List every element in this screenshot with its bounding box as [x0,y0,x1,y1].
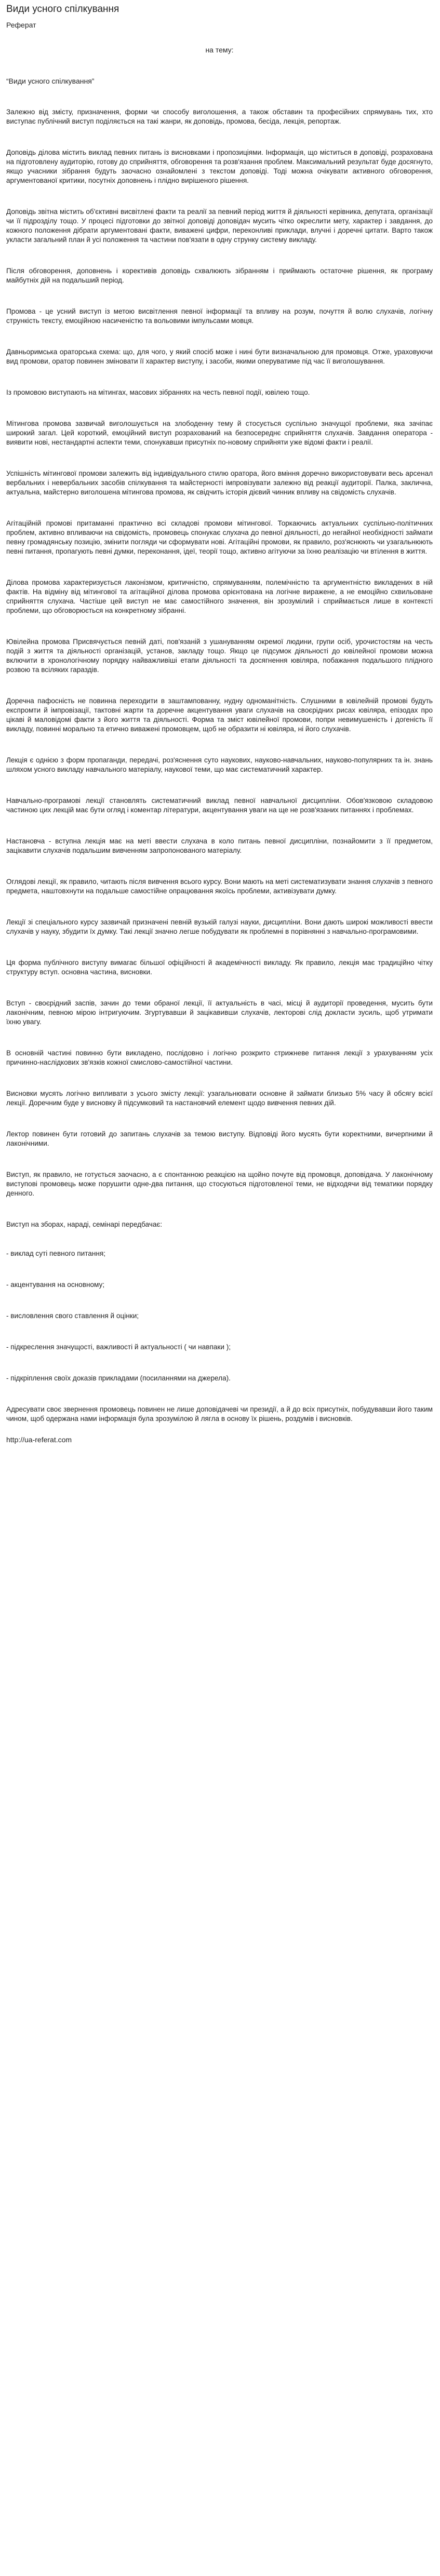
list-intro: Виступ на зборах, нараді, семінарі передбачає: [6,1220,163,1228]
paragraph: Доповідь звітна містить об'єктивні висвітлені факти та реалії за певний період життя й діяльності керівника, депутата, організації чи її підрозділу тощо. У процесі підготовки до звітної доповіді доповідач мусить чітко окреслити мету, характер і завдання, до кожного положення дібрати аргументовані факти, виважені цифри, переконливі приклади, влучні і доречні цитати. Варто також укласти загальний план й усі положення та частини пов'язати в одну струнку систему викладу. [6,208,433,244]
paragraph: Після обговорення, доповнень і корективів доповідь схвалюють зібранням і приймають остаточне рішення, як програму майбутніх дій на подальший період. [6,267,433,284]
paragraph: Оглядові лекції, як правило, читають після вивчення всього курсу. Вони мають на меті систематизувати знання слухачів з певного предмета, наштовхнути на подальше самостійне опрацювання якоїсь проблеми, активізувати думку. [6,878,433,895]
topic-label: на тему: [205,46,234,54]
paragraph: Лекція є однією з форм пропаганди, передачі, роз'яснення суто наукових, науково-навчальних, науково-популярних та ін. знань шляхом усного викладу навчального матеріалу, наукової теми, що має систематичний характер. [6,756,433,773]
list-item: - підкріплення своїх доказів прикладами (посиланнями на джерела). [6,1374,231,1382]
paragraph: Доповідь ділова містить виклад певних питань із висновками і пропозиціями. Інформація, що міститься в доповіді, розрахована на підготовлену аудиторію, готову до сприйняття, обговорення та розв'язання проблем. Максимальний результат буде досягнуто, якщо учасники зібрання будуть заочасно ознайомлені з текстом доповіді. Тоді можна очікувати активного обговорення, аргументованої критики, посутніх доповнень і плідно вирішеного рішення. [6,149,433,184]
paragraph: Ця форма публічного виступу вимагає більшої офіційності й академічності викладу. Як правило, лекція має традиційно чітку структуру вступ. основна частина, висновки. [6,959,433,976]
paragraph: Ювілейна промова Присвячується певній даті, пов'язаній з ушануванням окремої людини, групи осіб, урочистостям на честь подій з життя та діяльності організацій, установ, закладу тощо. Якщо це підсумок діяльності до ювілейної промови можна включити в хронологічному порядку найважливіші етапи діяльності та досягнення ювіляра, побажання подальшого плідного розвою та всіляких гараздів. [6,638,433,674]
list-item: - виклад суті певного питання; [6,1250,105,1257]
paragraph: Настановча - вступна лекція має на меті ввести слухача в коло питань певної дисципліни, познайомити з її предметом, зацікавити слухачів подальшим вивченням запропонованого матеріалу. [6,837,433,854]
paragraph: В основній частині повинно бути викладено, послідовно і логічно розкрито стрижневе питання лекції з урахуванням усіх причинно-наслідкових зв'язків кожної смислово-самостійної частини. [6,1049,433,1066]
paragraph: Давньоримська ораторська схема: що, для чого, у який спосіб може і нині бути визначальною для промовця. Отже, ураховуючи вид промови, оратор повинен зміновати її характер виступу, і засоби, якими оперуватиме під час її виголошування. [6,348,433,365]
page-title: Види усного спілкування [6,4,119,15]
paragraphs [6,108,433,1198]
paragraph: Висновки мусять логічно випливати з усього змісту лекції: узагальнювати основне й займати близько 5% часу й обсягу всієї лекції. Доречним буде у висновку й підсумковий та настановчий елемент щодо вивчення певних дій. [6,1090,433,1107]
paragraph: Виступ, як правило, не готується заочасно, а є спонтанною реакцією на щойно почуте від промовця, доповідача. У лаконічному виступові промовець може порушити одне-два питання, що стосуються підготовленої теми, не відходячи від тематики порядку денного. [6,1171,433,1197]
paragraph: Вступ - своєрідний заспів, зачин до теми обраної лекції, її актуальність в часі, місці й аудиторії проведення, мусить бути лаконічним, певною мірою інтригуючим. Згуртувавши й зацікавивши слухачів, лекторові слід докласти зусиль, щоб утримати їхню увагу. [6,999,433,1026]
paragraph: Агітаційній промові притаманні практично всі складові промови мітингової. Торкаючись актуальних суспільно-політичних проблем, активно впливаючи на свідомість, промовець спонукає слухача до певної діяльності, до негайної необхідності займати певну громадянську позицію, змінити погляди чи сформувати нові. Агітаційні промови, як правило, роз'яснюють чи узагальнюють певні питання, пропагують певні думки, переконання, ідеї, теорії тощо, активно агітуючи за їхню реалізацію чи втілення в життя. [6,519,433,555]
source-link[interactable]: http://ua-referat.com [6,1435,72,1444]
paragraph: Залежно від змісту, призначення, форми чи способу виголошення, а також обставин та професійних спрямувань тих, хто виступає публічний виступ поділяється на такі жанри, як доповідь, промова, бесіда, лекція, репортаж. [6,108,433,125]
closing-paragraph: Адресувати своє звернення промовець повинен не лише доповідачеві чи президії, а й до всіх присутніх, побудувавши його таким чином, щоб одержана нами інформація була зрозумілою й лягла в основу їх рішень, роздумів і висновків. [6,1405,433,1423]
paragraph: Лекції зі спеціального курсу зазвичай призначені певній вузькій галузі науки, дисципліни. Вони дають широкі можливості ввести слухачів у науку, збудити їх думку. Такі лекції значно легше побудувати як проблемні в порівнянні з навчально-програмовими. [6,918,433,935]
paragraph: Ділова промова характеризується лаконізмом, критичністю, спрямуванням, полемічністю та аргументністю викладених в ній фактів. На відміну від мітингової та агітаційної ділова промова орієнтована на логічне виражене, а не емоційно схвильоване сприйняття слухача. Частіше цей виступ не має самостійного значення, він зрозумілий і сприймається лише в контексті проблеми, що обговорюється на конкретному зібранні. [6,579,433,614]
quoted-title: “Види усного спілкування” [6,77,95,85]
paragraph: Промова - це усний виступ із метою висвітлення певної інформації та впливу на розум, почуття й волю слухачів, логічну стрункість тексту, емоційною насиченістю та вольовими імпульсами мовця. [6,307,433,325]
paragraph: Лектор повинен бути готовий до запитань слухачів за темою виступу. Відповіді його мусять бути коректними, вичерпними й лаконічними. [6,1130,433,1147]
list-item: - висловлення свого ставлення й оцінки; [6,1312,139,1320]
paragraph: Успішність мітингової промови залежить від індивідуального стилю оратора, його вміння доречно використовувати весь арсенал вербальних і невербальних засобів спілкування та майстерності імпровізувати залежно від реакції аудиторії. Палка, заклична, актуальна, майстерно виголошена мітингова промова, як свідчить історія дієвий чинник впливу на свідомість слухачів. [6,469,433,496]
list-item: - акцентування на основному; [6,1281,105,1289]
paragraph: Із промовою виступають на мітингах, масових зібраннях на честь певної події, ювілею тощо. [6,388,310,396]
document-type: Реферат [6,21,36,29]
paragraph: Доречна пафосність не повинна переходити в заштампованну, нудну одноманітність. Слушними в ювілейній промові будуть експромти й імпровізації, тактовні жарти та доречне акцентування уваги слухачів на своєрідних рисах ювіляра, епізодах про цікаві й маловідомі факти з його життя та діяльності. Форма та зміст ювілейної промови, попри невимушеність і догеність її викладу, повинні морально та етично виважені промовцем, щоб не образити ні ювіляра, ні його слухачів. [6,697,433,733]
paragraph: Мітингова промова зазвичай виголошується на злободенну тему й стосується суспільно значущої проблеми, яка зачіпає широкий загал. Цей короткий, емоційний виступ розрахований на безпосереднє сприйняття слухачів. Завдання оператора - виявити нові, нестандартні аспекти теми, спонукавши присутніх по-новому сприйняти уже відомі факти і реалії. [6,420,433,446]
paragraph: Навчально-програмові лекції становлять систематичний виклад певної навчальної дисципліни. Обов'язковою складовою частиною цих лекцій має бути огляд і коментар літератури, акцентування уваги на ще не розв'язаних питаннях і проблемах. [6,797,433,814]
list-item: - підкреслення значущості, важливості й актуальності ( чи навпаки ); [6,1343,231,1351]
bullet-list [6,1249,433,1383]
